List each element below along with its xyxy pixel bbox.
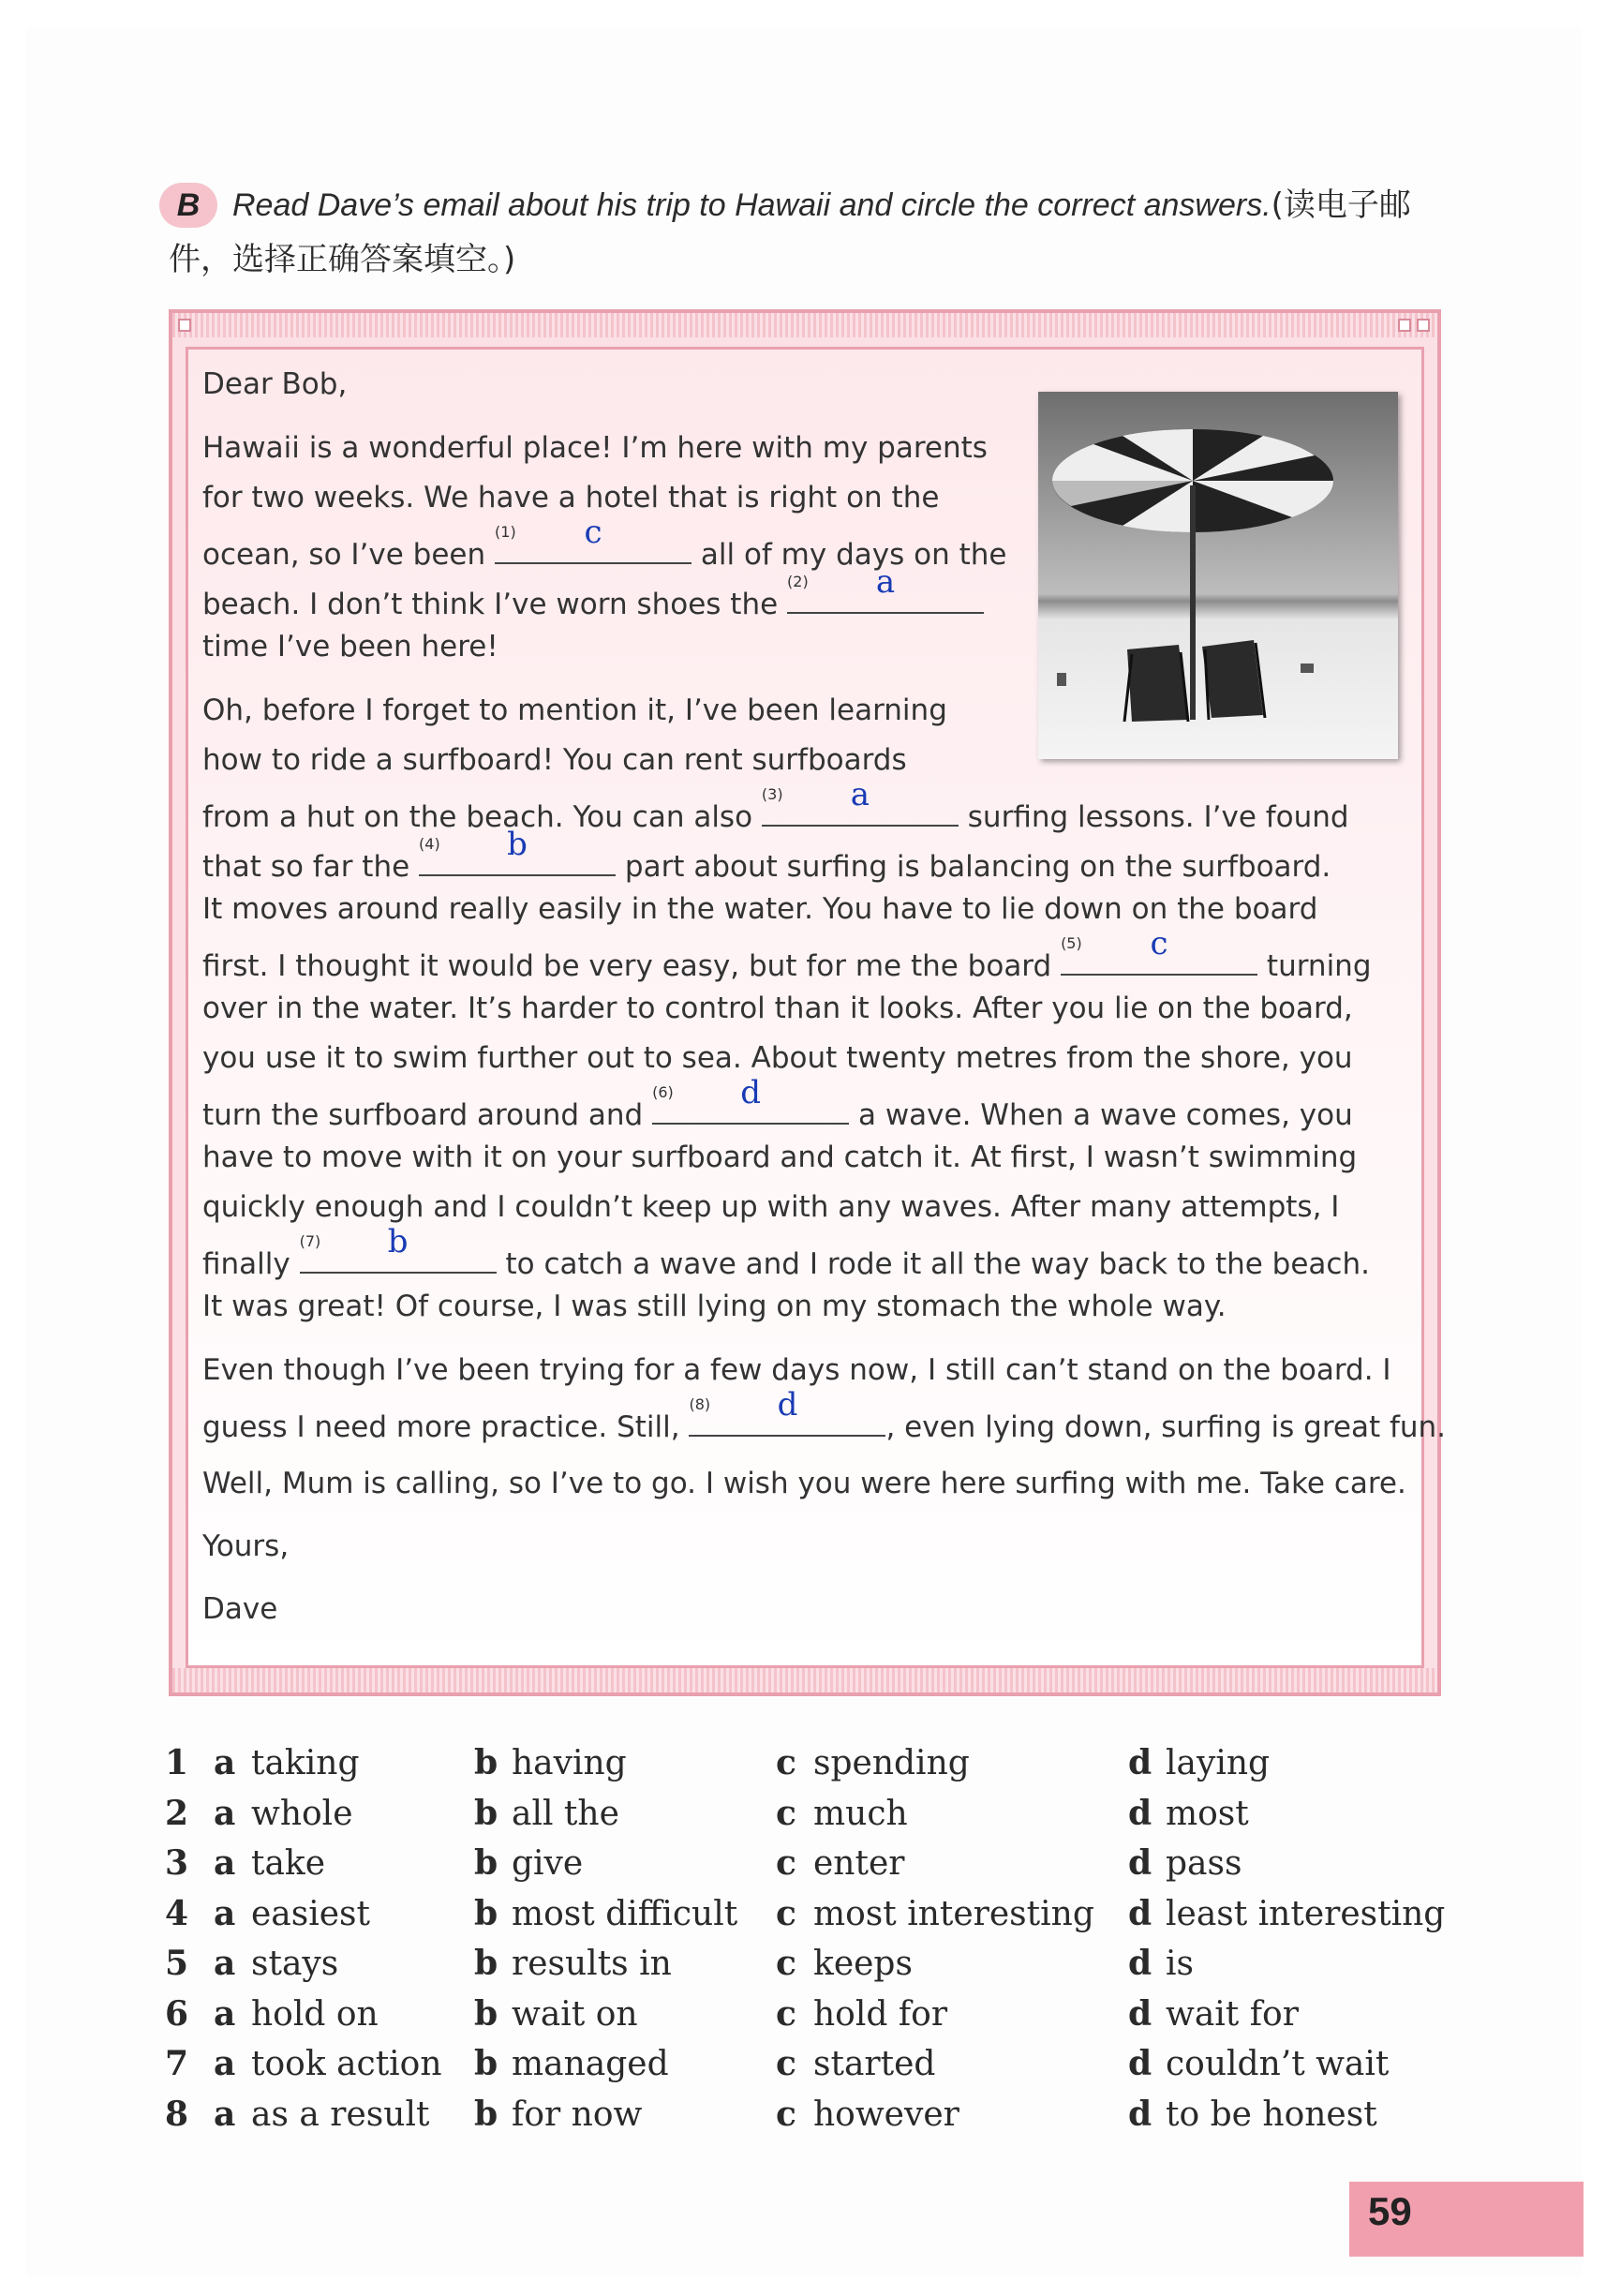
- email-line: [202, 925, 1372, 983]
- option-text: much: [813, 1794, 908, 1833]
- beach-umbrella-photo: [1038, 392, 1398, 759]
- option-text: least interesting: [1166, 1894, 1446, 1933]
- email-line: [202, 776, 1349, 834]
- option-letter: d: [1128, 1893, 1152, 1933]
- email-line-text: part about surfing is balancing on the surfboard.: [624, 850, 1331, 884]
- email-line: It moves around really easily in the water. You have to lie down on the board: [202, 892, 1318, 926]
- option-a[interactable]: [214, 1794, 353, 1833]
- option-b[interactable]: [474, 1843, 583, 1883]
- option-text: wait on: [512, 1994, 638, 2034]
- email-greeting: Dear Bob,: [202, 367, 348, 401]
- option-letter: a: [214, 1893, 236, 1933]
- email-line-text: guess I need more practice. Still,: [202, 1410, 680, 1444]
- blank-answer: b: [387, 1223, 409, 1260]
- minimize-icon: [1398, 319, 1411, 332]
- option-d[interactable]: [1128, 1743, 1270, 1782]
- email-signature: Dave: [202, 1592, 278, 1626]
- blank-answer: b: [507, 826, 528, 863]
- option-letter: d: [1128, 1743, 1152, 1782]
- option-text: most interesting: [813, 1894, 1094, 1933]
- answer-blank-2[interactable]: [787, 563, 984, 614]
- email-line-text: surfing lessons. I’ve found: [967, 800, 1349, 834]
- option-b[interactable]: [474, 1994, 638, 2034]
- page-number: 59: [1368, 2189, 1412, 2233]
- option-letter: a: [214, 1944, 236, 1983]
- option-d[interactable]: [1128, 1843, 1242, 1883]
- option-text: all the: [512, 1794, 619, 1833]
- question-number: 7: [165, 2044, 189, 2083]
- option-a[interactable]: [214, 1743, 360, 1782]
- question-number: 5: [165, 1944, 189, 1983]
- option-b[interactable]: [474, 1944, 672, 1983]
- option-text: enter: [813, 1844, 905, 1883]
- option-text: hold for: [813, 1994, 948, 2034]
- option-text: spending: [813, 1744, 970, 1782]
- option-d[interactable]: [1128, 1944, 1194, 1983]
- email-line: Hawaii is a wonderful place! I’m here with my parents: [202, 431, 988, 465]
- option-text: to be honest: [1166, 2095, 1377, 2134]
- option-a[interactable]: [214, 1843, 325, 1883]
- blank-number: (4): [419, 835, 440, 853]
- page-number-tab: [1349, 2182, 1584, 2257]
- option-text: give: [512, 1844, 584, 1883]
- option-d[interactable]: [1128, 1894, 1445, 1933]
- option-b[interactable]: [474, 1894, 737, 1933]
- blank-number: (1): [495, 523, 516, 541]
- option-c[interactable]: [776, 1794, 908, 1833]
- blank-answer: c: [1150, 925, 1168, 962]
- option-text: took action: [251, 2045, 442, 2083]
- option-text: having: [512, 1744, 627, 1782]
- question-number: 4: [165, 1893, 189, 1933]
- option-letter: b: [474, 2094, 498, 2134]
- option-letter: c: [776, 1993, 796, 2034]
- email-line-text: to catch a wave and I rode it all the way back to the beach.: [505, 1247, 1370, 1281]
- blank-number: (7): [299, 1232, 321, 1250]
- option-text: started: [813, 2045, 936, 2083]
- window-control-icon: [178, 319, 191, 332]
- option-a[interactable]: [214, 1894, 370, 1933]
- blank-answer: d: [740, 1074, 761, 1111]
- option-text: managed: [512, 2045, 669, 2083]
- option-letter: c: [776, 1793, 796, 1833]
- option-letter: b: [474, 1893, 498, 1933]
- option-text: whole: [251, 1794, 353, 1833]
- option-a[interactable]: [214, 2095, 429, 2134]
- option-b[interactable]: [474, 1794, 619, 1833]
- option-letter: c: [776, 1893, 796, 1933]
- blank-number: (8): [689, 1395, 711, 1413]
- option-text: take: [251, 1844, 326, 1883]
- question-number: 1: [165, 1743, 189, 1782]
- blank-answer: c: [584, 514, 602, 551]
- email-line: time I’ve been here!: [202, 630, 498, 663]
- option-text: most difficult: [512, 1894, 738, 1933]
- email-line: It was great! Of course, I was still lying on my stomach the whole way.: [202, 1290, 1227, 1323]
- answer-blank-4[interactable]: [419, 826, 616, 876]
- blank-answer: a: [850, 776, 870, 813]
- option-text: easiest: [251, 1894, 371, 1933]
- instruction-text-en: Read Dave’s email about his trip to Hawaii and circle the correct answers.: [232, 187, 1271, 223]
- option-letter: c: [776, 1944, 796, 1983]
- option-a[interactable]: [214, 1944, 338, 1983]
- blank-number: (2): [787, 573, 809, 590]
- option-text: hold on: [251, 1994, 379, 2034]
- answer-blank-5[interactable]: [1061, 925, 1257, 976]
- answer-blank-3[interactable]: [761, 776, 959, 827]
- email-line: you use it to swim further out to sea. About twenty metres from the shore, you: [202, 1041, 1353, 1075]
- option-text: as a result: [251, 2095, 430, 2134]
- option-b[interactable]: [474, 2044, 669, 2083]
- question-number: 6: [165, 1993, 189, 2034]
- answer-blank-7[interactable]: [299, 1223, 497, 1274]
- option-d[interactable]: [1128, 2044, 1389, 2083]
- option-b[interactable]: [474, 2095, 642, 2134]
- option-letter: b: [474, 1793, 498, 1833]
- email-line-text: all of my days on the: [700, 538, 1007, 572]
- option-c[interactable]: [776, 1894, 1094, 1933]
- email-line: how to ride a surfboard! You can rent surfboards: [202, 743, 907, 777]
- option-letter: b: [474, 1993, 498, 2034]
- option-letter: c: [776, 1743, 796, 1782]
- email-line-text: a wave. When a wave comes, you: [857, 1098, 1353, 1132]
- option-letter: a: [214, 1993, 236, 2034]
- option-b[interactable]: [474, 1743, 627, 1782]
- option-letter: a: [214, 1743, 236, 1782]
- option-c[interactable]: [776, 1843, 904, 1883]
- option-d[interactable]: [1128, 2095, 1377, 2134]
- option-text: keeps: [813, 1945, 913, 1983]
- option-letter: d: [1128, 2094, 1152, 2134]
- blank-answer: a: [875, 563, 896, 601]
- email-closing: Yours,: [202, 1529, 290, 1563]
- email-line-text: turn the surfboard around and: [202, 1098, 644, 1132]
- answer-blank-6[interactable]: [652, 1074, 849, 1125]
- option-letter: c: [776, 2044, 796, 2083]
- email-line: for two weeks. We have a hotel that is right on the: [202, 481, 940, 514]
- email-line: [202, 563, 984, 621]
- option-letter: d: [1128, 1944, 1152, 1983]
- email-line-text: ocean, so I’ve been: [202, 538, 486, 572]
- option-letter: a: [214, 2094, 236, 2134]
- option-letter: b: [474, 1743, 498, 1782]
- option-letter: c: [776, 2094, 796, 2134]
- email-line: Oh, before I forget to mention it, I’ve been learning: [202, 693, 947, 727]
- exercise-instruction: [169, 178, 1443, 287]
- option-text: for now: [512, 2095, 643, 2134]
- email-line: over in the water. It’s harder to control than it looks. After you lie on the board,: [202, 991, 1353, 1025]
- email-line: quickly enough and I couldn’t keep up with any waves. After many attempts, I: [202, 1190, 1340, 1224]
- email-line-text: first. I thought it would be very easy, but for me the board: [202, 949, 1052, 983]
- email-line-text: beach. I don’t think I’ve worn shoes the: [202, 588, 779, 621]
- blank-number: (6): [652, 1083, 674, 1101]
- option-text: most: [1166, 1794, 1249, 1833]
- question-number: 2: [165, 1793, 189, 1833]
- option-letter: d: [1128, 2044, 1152, 2083]
- option-d[interactable]: [1128, 1794, 1249, 1833]
- email-line: Well, Mum is calling, so I’ve to go. I wish you were here surfing with me. Take care.: [202, 1467, 1406, 1500]
- option-c[interactable]: [776, 1994, 947, 2034]
- email-line: [202, 826, 1331, 884]
- option-letter: c: [776, 1843, 796, 1883]
- option-c[interactable]: [776, 2044, 935, 2083]
- instruction-text-zh: (读电子邮件，选择正确答案填空。): [169, 186, 1411, 278]
- option-text: laying: [1166, 1744, 1271, 1782]
- email-line-text: turning: [1266, 949, 1372, 983]
- email-line: [202, 1074, 1353, 1132]
- email-line: [202, 1223, 1370, 1281]
- option-letter: b: [474, 1843, 498, 1883]
- option-letter: d: [1128, 1843, 1152, 1883]
- blank-number: (5): [1061, 934, 1082, 952]
- option-c[interactable]: [776, 1743, 970, 1782]
- email-line-text: finally: [202, 1247, 290, 1281]
- email-line: Even though I’ve been trying for a few days now, I still can’t stand on the board. I: [202, 1353, 1391, 1387]
- option-letter: b: [474, 2044, 498, 2083]
- option-d[interactable]: [1128, 1994, 1299, 2034]
- email-line: [202, 1386, 1447, 1444]
- option-letter: d: [1128, 1993, 1152, 2034]
- blank-number: (3): [761, 785, 783, 803]
- email-line-text: that so far the: [202, 850, 410, 884]
- email-titlebar: [172, 313, 1437, 337]
- email-line: have to move with it on your surfboard and catch it. At first, I wasn’t swimming: [202, 1141, 1358, 1174]
- option-letter: a: [214, 1793, 236, 1833]
- option-letter: b: [474, 1944, 498, 1983]
- email-line-text: , even lying down, surfing is great fun.: [885, 1410, 1447, 1444]
- email-line-text: from a hut on the beach. You can also: [202, 800, 753, 834]
- option-text: taking: [251, 1744, 360, 1782]
- option-text: results in: [512, 1945, 672, 1983]
- option-a[interactable]: [214, 1994, 379, 2034]
- option-a[interactable]: [214, 2044, 442, 2083]
- answer-blank-8[interactable]: [689, 1386, 885, 1437]
- option-text: is: [1166, 1945, 1194, 1983]
- question-number: 8: [165, 2094, 189, 2134]
- option-letter: a: [214, 1843, 236, 1883]
- option-text: however: [813, 2095, 959, 2134]
- email-statusbar: [172, 1668, 1437, 1692]
- question-number: 3: [165, 1843, 189, 1883]
- option-c[interactable]: [776, 1944, 913, 1983]
- option-letter: a: [214, 2044, 236, 2083]
- option-letter: d: [1128, 1793, 1152, 1833]
- maximize-icon: [1417, 319, 1430, 332]
- section-badge: B: [159, 183, 217, 228]
- answer-blank-1[interactable]: [495, 514, 691, 564]
- option-text: pass: [1166, 1844, 1242, 1883]
- option-text: couldn’t wait: [1166, 2045, 1390, 2083]
- blank-answer: d: [777, 1386, 798, 1424]
- option-text: stays: [251, 1945, 339, 1983]
- option-text: wait for: [1166, 1994, 1299, 2034]
- option-c[interactable]: [776, 2095, 959, 2134]
